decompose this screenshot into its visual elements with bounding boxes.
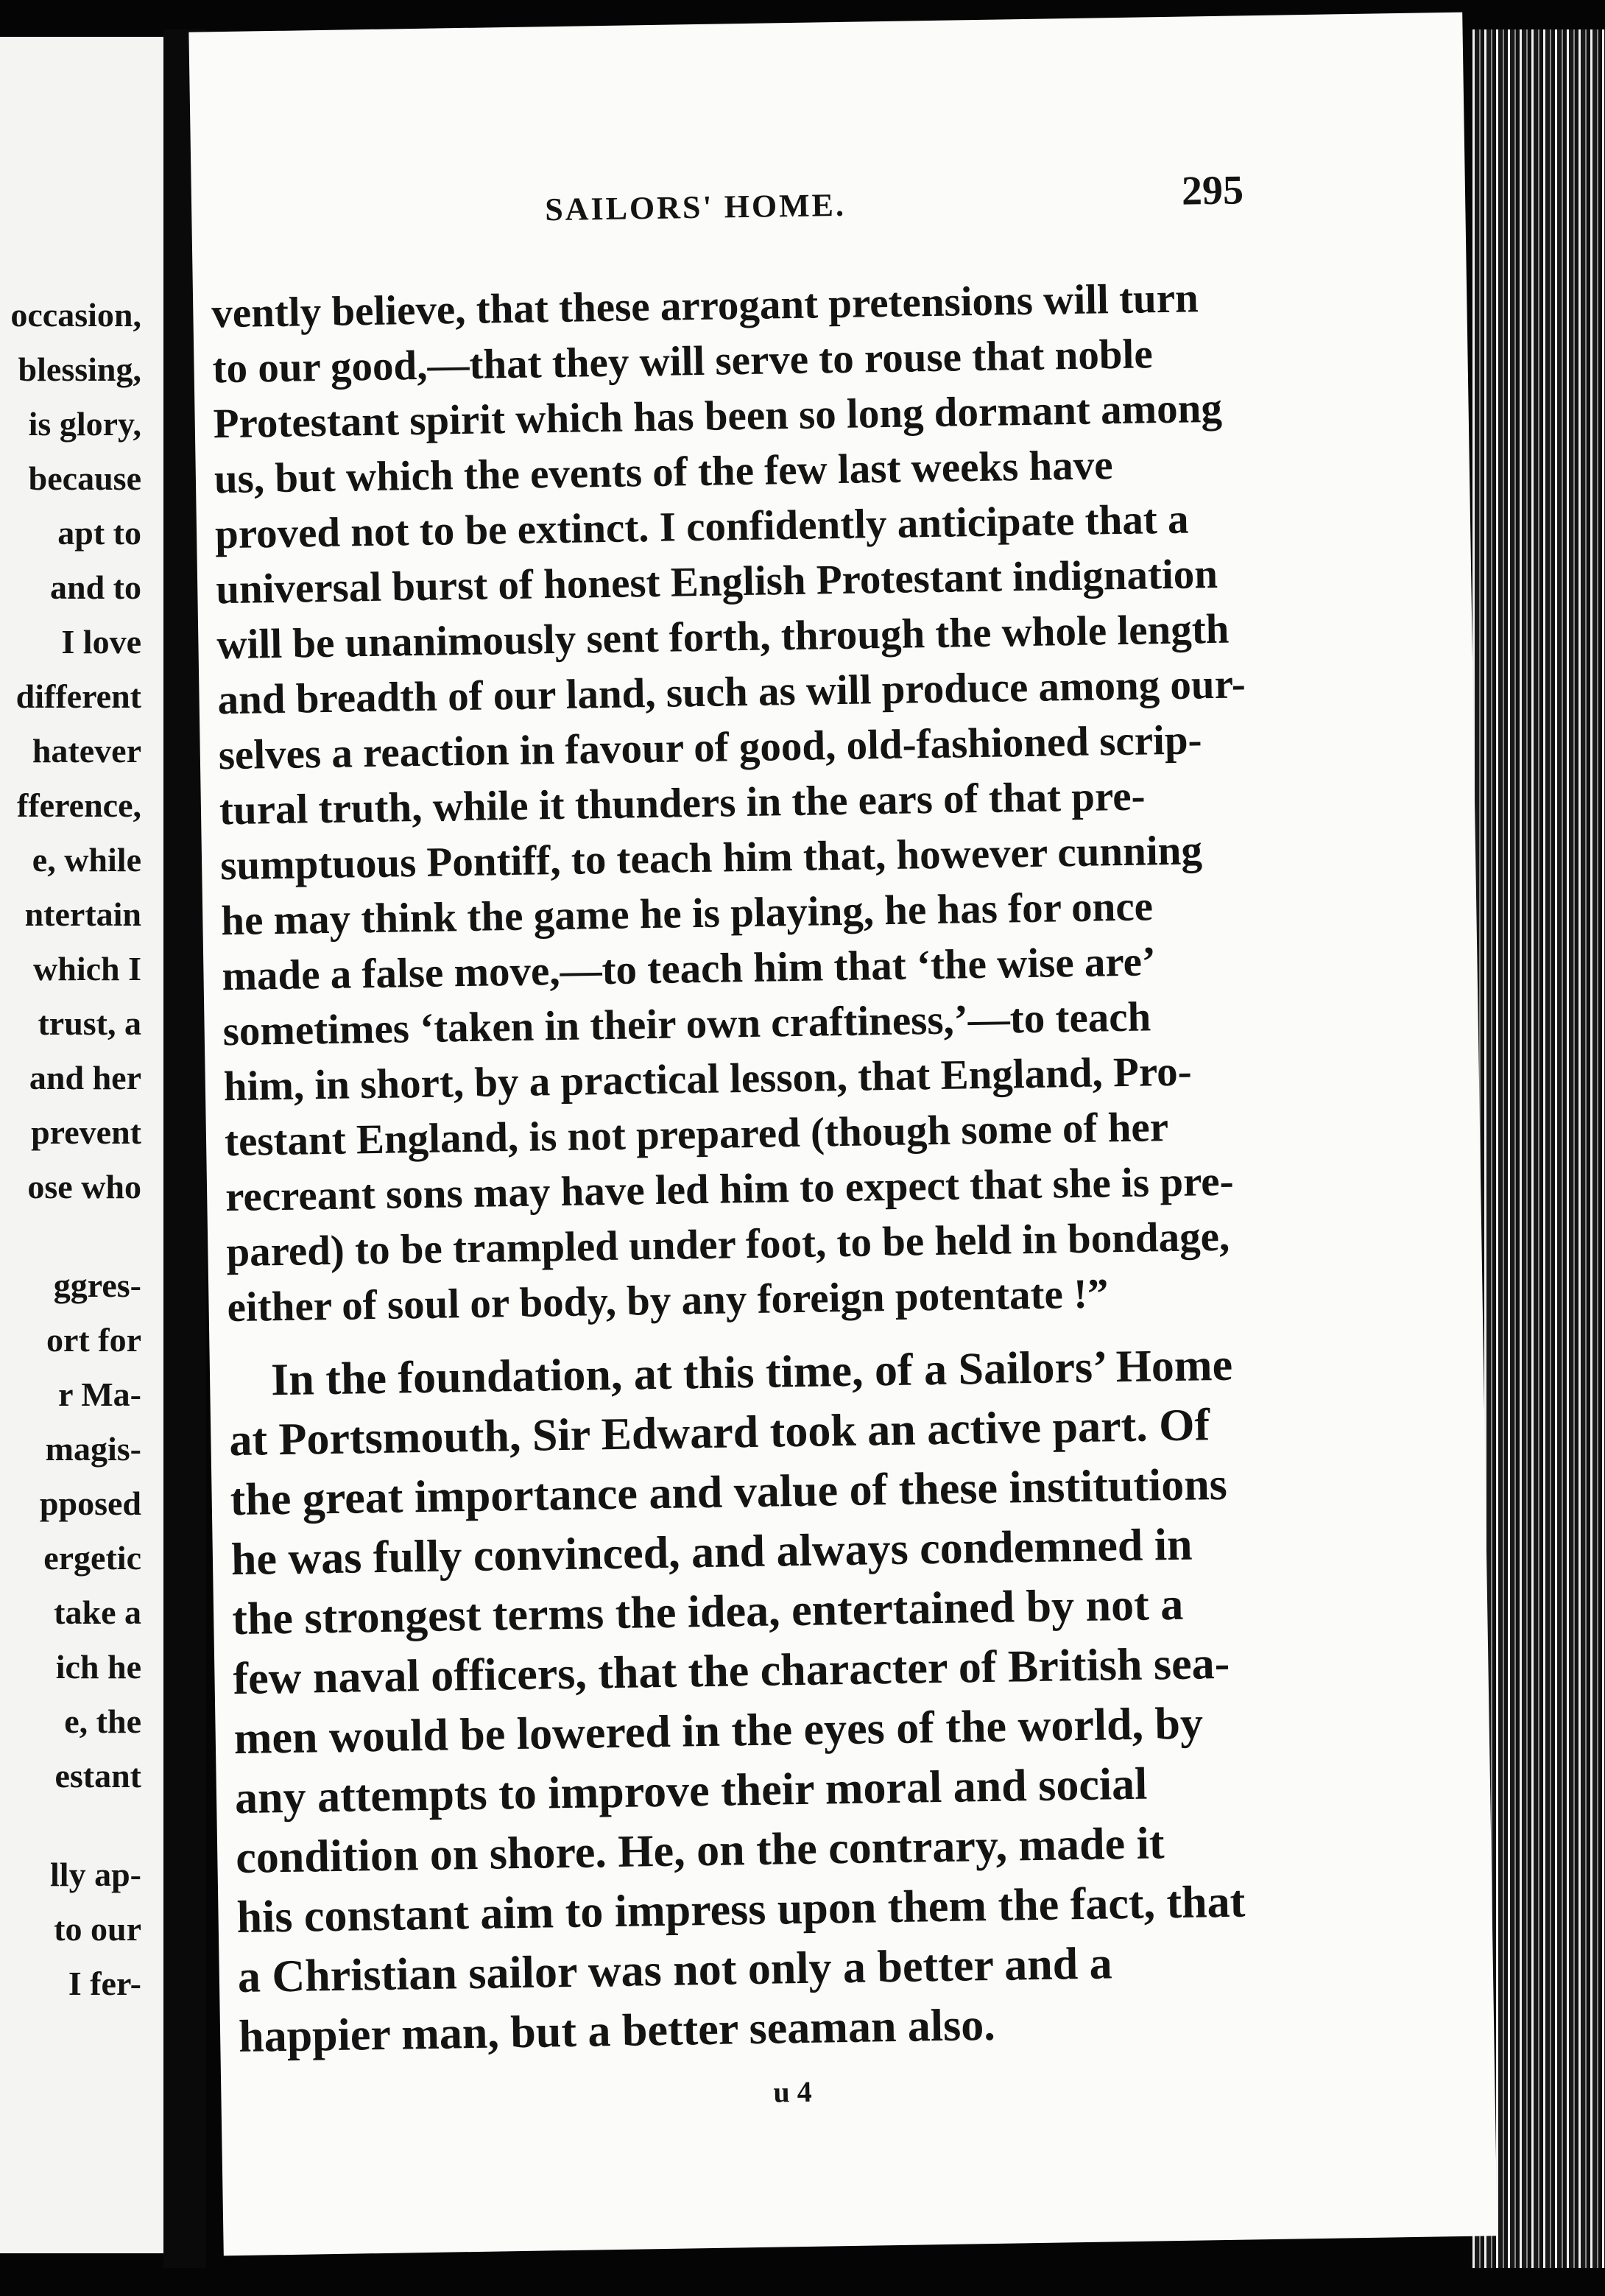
left-page-line: magis-: [45, 1430, 141, 1468]
text-line: proved not to be extinct. I confidently anticipate that a: [214, 496, 1189, 558]
text-line: his constant aim to impress upon them the fact, that: [236, 1876, 1246, 1943]
text-line: happier man, but a better seaman also.: [238, 1999, 996, 2063]
text-line: him, in short, by a practical lesson, that England, Pro-: [223, 1048, 1193, 1110]
text-line: condition on shore. He, on the contrary, made it: [235, 1818, 1165, 1884]
left-page-line: because: [28, 459, 141, 497]
text-line: at Portsmouth, Sir Edward took an active part. Of: [228, 1400, 1210, 1466]
text-line: sometimes ‘taken in their own craftiness,’—to teach: [222, 993, 1151, 1055]
text-line: vently believe, that these arrogant pretensions will turn: [211, 275, 1199, 337]
left-page-line: ggres-: [53, 1267, 141, 1304]
running-title: SAILORS' HOME.: [544, 186, 847, 228]
left-page-line: e, the: [64, 1702, 141, 1740]
book-page: [188, 13, 1497, 2256]
text-line: universal burst of honest English Protestant indignation: [215, 550, 1218, 613]
left-page-line: blessing,: [18, 351, 141, 388]
paragraph: [228, 1334, 1344, 2067]
left-page-line: occasion,: [10, 296, 141, 334]
left-page-line: fference,: [17, 786, 141, 824]
left-page-line: different: [15, 677, 141, 715]
text-line: testant England, is not prepared (though some of her: [224, 1104, 1169, 1166]
text-line: to our good,—that they will serve to rouse that noble: [212, 331, 1154, 392]
left-page-line: is glory,: [28, 405, 141, 443]
text-line: either of soul or body, by any foreign potentate !”: [227, 1270, 1109, 1331]
left-page-line: ntertain: [24, 895, 141, 933]
left-page-line: ich he: [55, 1648, 141, 1686]
left-facing-page: [0, 37, 165, 2253]
left-page-line: take a: [54, 1594, 141, 1631]
paragraph: [211, 269, 1332, 1335]
text-line: Protestant spirit which has been so long dormant among: [213, 384, 1223, 448]
text-line: will be unanimously sent forth, through the whole length: [216, 605, 1230, 669]
left-page-line: ose who: [27, 1168, 141, 1205]
page-header: [191, 163, 1466, 242]
left-page-line: trust, a: [38, 1004, 141, 1042]
text-line: pared) to be trampled under foot, to be held in bondage,: [225, 1213, 1230, 1276]
text-line: men would be lowered in the eyes of the world, by: [233, 1698, 1204, 1764]
text-line: In the foundation, at this time, of a Sailors’ Home: [270, 1339, 1233, 1406]
text-line: few naval officers, that the character of British sea-: [232, 1638, 1230, 1705]
text-line: he may think the game he is playing, he has for once: [220, 883, 1154, 945]
body-text: [211, 269, 1344, 2067]
left-page-line: apt to: [57, 514, 141, 552]
text-line: a Christian sailor was not only a better and a: [237, 1938, 1113, 2003]
left-page-line: ergetic: [43, 1539, 141, 1577]
text-line: the great importance and value of these institutions: [230, 1459, 1228, 1526]
text-line: sumptuous Pontiff, to teach him that, however cunning: [219, 827, 1203, 890]
text-line: he was fully convinced, and always condemned in: [230, 1519, 1193, 1585]
left-page-line: I fer-: [68, 1965, 141, 2002]
left-page-line: ort for: [46, 1321, 141, 1359]
left-page-line: pposed: [39, 1485, 141, 1522]
signature-mark: u 4: [773, 2074, 813, 2109]
text-line: us, but which the events of the few last weeks have: [214, 442, 1113, 503]
left-page-line: and her: [29, 1059, 141, 1096]
text-line: any attempts to improve their moral and social: [234, 1758, 1148, 1824]
left-page-line: to our: [54, 1910, 141, 1948]
left-page-line: r Ma-: [58, 1376, 141, 1413]
left-page-line: lly ap-: [50, 1856, 141, 1893]
text-line: selves a reaction in favour of good, old-fashioned scrip-: [218, 716, 1202, 779]
text-line: made a false move,—to teach him that ‘the wise are’: [222, 938, 1157, 1000]
left-page-line: e, while: [32, 841, 141, 878]
left-page-line: prevent: [31, 1113, 141, 1151]
page-number: 295: [1181, 167, 1244, 214]
text-line: recreant sons may have led him to expect that she is pre-: [225, 1158, 1235, 1221]
text-line: the strongest terms the idea, entertained by not a: [231, 1579, 1184, 1645]
left-page-line: which I: [33, 950, 141, 987]
text-line: and breadth of our land, such as will produce among our-: [217, 661, 1246, 724]
left-page-line: hatever: [32, 732, 141, 770]
text-line: tural truth, while it thunders in the ears of that pre-: [219, 772, 1146, 834]
left-page-line: I love: [61, 623, 141, 661]
left-page-line: and to: [50, 568, 141, 606]
left-page-line: estant: [54, 1757, 141, 1795]
